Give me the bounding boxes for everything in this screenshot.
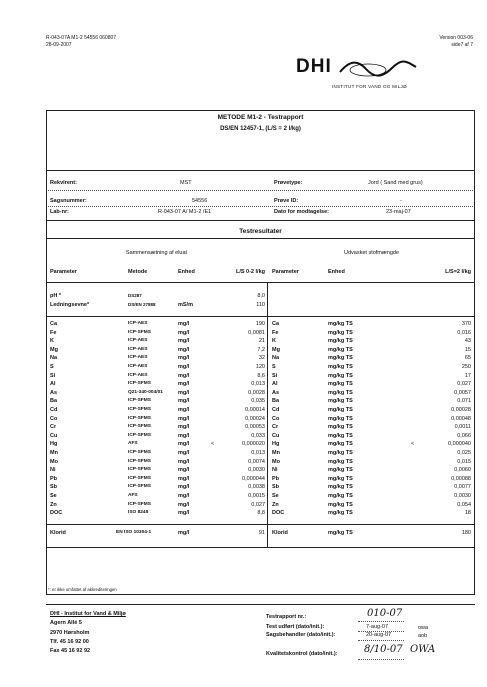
row-value-right: 0,0057 [454, 389, 471, 396]
row-value: 0,00024 [245, 415, 265, 422]
row-value: 32 [258, 355, 265, 362]
row-parameter: Sb [50, 484, 58, 491]
row-value-right: 0,054 [457, 501, 471, 508]
provetype-value: Jord ( Sand med grus) [368, 180, 423, 186]
document-reference: R-043-07A M1-2 54556 060807 [46, 35, 117, 41]
sagsbehandler-date: 20-aug-07 [366, 632, 392, 638]
testrapport-value: 010-07 [367, 608, 403, 619]
row-value: 0,035 [251, 398, 265, 405]
row-value-right: 0,0030 [454, 493, 471, 499]
col-enhed-right: Enhed [328, 269, 345, 275]
row-value: 0,000044 [242, 475, 265, 482]
col-metode: Metode [128, 269, 148, 275]
col-parameter-right: Parameter [272, 269, 299, 275]
row-parameter: Co [50, 415, 58, 422]
row-value: 0,013 [251, 381, 265, 388]
sagsbehandler-label: Sagsbehandler (dato/init.): [266, 632, 336, 638]
report-title: METODE M1-2 - Testrapport [217, 114, 304, 121]
testrapport-label: Testrapport nr.: [266, 614, 307, 620]
row-enhed-right: mg/kg TS [328, 475, 353, 482]
row-value: 0,00014 [245, 407, 265, 413]
row-parameter-right: Cu [272, 432, 280, 439]
row-value-right: 65 [464, 355, 471, 362]
row-parameter: Ba [50, 398, 58, 405]
row-metode: ICP-SFMS [128, 467, 151, 473]
row-enhed-right: mg/kg TS [328, 415, 353, 422]
row-parameter: Klorid [50, 530, 66, 536]
row-parameter: S [50, 364, 54, 370]
row-enhed: mg/l [178, 484, 190, 491]
version-label: Version 003-06 [439, 35, 473, 41]
row-parameter: As [50, 389, 58, 396]
row-metode: ICP-SFMS [128, 458, 151, 464]
row-enhed-right: mg/kg TS [328, 381, 353, 388]
row-metode: ICP-SFMS [128, 415, 151, 421]
divider [48, 206, 473, 207]
row-metode: AFS [128, 493, 138, 498]
row-value: 190 [255, 321, 265, 327]
row-enhed: mg/l [178, 467, 190, 474]
document-date: 28-09-2007 [46, 42, 72, 48]
dato-value: 23-maj-07 [386, 209, 411, 215]
test-udfort-label: Test udført (dato/init.): [266, 624, 325, 630]
row-value-right: 0,0011 [454, 424, 471, 431]
row-parameter: Pb [50, 475, 58, 482]
row-enhed-right: mg/kg TS [328, 407, 353, 413]
row-parameter-right: Mg [272, 346, 280, 353]
row-metode: DS/EN 27888 [128, 302, 156, 307]
row-value-right: 0,025 [457, 450, 471, 456]
row-parameter-right: Mn [272, 450, 280, 456]
divider [46, 547, 475, 548]
row-value-right: 0,027 [457, 381, 471, 388]
row-parameter: Hg [50, 441, 58, 448]
row-value-right: 15 [464, 346, 471, 353]
row-enhed-right: mg/kg TS [328, 329, 353, 336]
row-enhed: mS/m [178, 302, 193, 308]
row-metode: ICP-SFMS [128, 407, 151, 412]
row-enhed: mg/l [178, 510, 190, 517]
row-parameter-right: As [272, 389, 280, 396]
row-value: 110 [256, 302, 265, 308]
row-enhed: mg/l [178, 475, 190, 482]
test-udfort-init: owa [418, 625, 429, 631]
row-enhed: mg/l [178, 530, 190, 536]
row-enhed: mg/l [178, 329, 190, 336]
row-enhed-right: mg/kg TS [328, 458, 353, 465]
row-enhed-right: mg/kg TS [328, 372, 353, 379]
row-parameter-right: DOC [272, 510, 285, 517]
row-value-right: 43 [464, 338, 471, 345]
row-enhed-right: mg/kg TS [328, 432, 353, 439]
row-parameter: Mo [50, 458, 58, 465]
divider [46, 316, 475, 317]
row-value-right: 370 [461, 321, 471, 327]
divider [48, 190, 473, 191]
row-metode: ICP-SFMS [128, 501, 151, 507]
row-enhed-right: mg/kg TS [328, 338, 353, 345]
row-enhed: mg/l [178, 338, 190, 345]
row-value: 0,00053 [245, 424, 265, 431]
row-parameter: Ca [50, 321, 58, 327]
row-enhed: mg/l [178, 355, 190, 362]
footer-addr1: Agern Allé 5 [50, 620, 82, 626]
footnote: *: er ikke omfattet af akkrediteringen [48, 587, 117, 592]
row-value-right: 18 [464, 510, 471, 517]
report-subtitle: DS/EN 12457-1, (L/S = 2 l/kg) [220, 126, 301, 132]
row-enhed-right: mg/kg TS [328, 467, 353, 474]
col-ls2: L/S=2 l/kg [445, 269, 471, 275]
row-parameter-right: Pb [272, 475, 280, 482]
row-value-right: 0,016 [457, 329, 471, 336]
kvalitet-label: Kvalitetskontrol (dato/init.): [266, 651, 338, 657]
row-enhed: mg/l [178, 346, 190, 353]
row-lessthan-right: < [411, 441, 415, 448]
row-value-right: 0,00048 [451, 415, 471, 422]
row-value-right: 0,0060 [454, 467, 471, 474]
row-parameter-right: Na [272, 355, 280, 362]
row-enhed-right: mg/kg TS [328, 355, 353, 362]
row-value: 0,0074 [248, 458, 265, 465]
divider [46, 238, 475, 239]
row-enhed-right: mg/kg TS [328, 321, 353, 327]
row-value: 0,0030 [248, 467, 265, 474]
row-parameter-right: Si [272, 372, 278, 379]
row-parameter: Cu [50, 432, 58, 439]
row-metode: ICP-SFMS [128, 424, 151, 430]
col-enhed: Enhed [178, 269, 195, 275]
row-value: 0,0038 [248, 484, 265, 491]
footer-divider [46, 604, 475, 605]
left-heading: Sammensætning af eluat [125, 250, 188, 256]
row-enhed: mg/l [178, 372, 190, 379]
row-parameter-right: Mo [272, 458, 280, 465]
rekvirent-label: Rekvirent: [50, 180, 77, 186]
sagsnummer-value: 54556 [192, 198, 208, 204]
row-metode: ICP-AES [128, 346, 148, 352]
row-value: 8,0 [257, 293, 265, 299]
row-parameter-right: S [272, 364, 276, 370]
column-divider [267, 282, 268, 547]
row-enhed: mg/l [178, 381, 190, 388]
row-enhed: mg/l [178, 458, 190, 465]
row-enhed-right: mg/kg TS [328, 484, 353, 491]
row-enhed: mg/l [178, 450, 190, 456]
row-metode: ICP-AES [128, 321, 148, 326]
row-enhed-right: mg/kg TS [328, 364, 353, 370]
row-parameter: pH * [50, 293, 61, 299]
row-enhed: mg/l [178, 432, 190, 439]
prove-id-value: - [400, 198, 402, 204]
kvalitet-date: 8/10-07 [364, 644, 403, 655]
kvalitet-init: OWA [410, 644, 436, 655]
row-parameter: Zn [50, 501, 57, 508]
row-value: 8,6 [257, 372, 265, 379]
row-metode: ICP-AES [128, 364, 148, 369]
row-parameter-right: Ni [272, 467, 278, 474]
footer-addr2: 2970 Hørsholm [50, 630, 90, 636]
row-metode: DS287 [128, 293, 142, 298]
row-metode: EN ISO 10304-1 [116, 530, 152, 535]
row-value: 7,2 [257, 346, 265, 353]
page-number: side7 af 7 [451, 42, 473, 48]
row-value-right: 0,0077 [454, 484, 471, 491]
results-heading: Testresultater [239, 228, 282, 235]
dhi-logo [296, 56, 426, 96]
prove-id-label: Prøve ID: [274, 198, 299, 204]
divider [46, 170, 475, 171]
row-lessthan: < [211, 441, 215, 448]
row-parameter: Si [50, 372, 56, 379]
row-metode: ISO 8245 [128, 510, 149, 516]
row-value: 8,8 [257, 510, 265, 517]
row-enhed: mg/l [178, 398, 190, 405]
row-parameter: Ni [50, 467, 56, 474]
row-value-right: 0,066 [457, 432, 471, 439]
divider [46, 524, 475, 525]
row-parameter: Cr [50, 424, 57, 431]
row-parameter: Se [50, 493, 57, 499]
row-parameter-right: Se [272, 493, 279, 499]
row-metode: ICP-AES [128, 355, 148, 361]
row-enhed-right: mg/kg TS [328, 424, 353, 431]
row-parameter-right: Cr [272, 424, 279, 431]
row-metode: ICP-SFMS [128, 450, 151, 455]
sagsnummer-label: Sagsnummer: [50, 198, 87, 204]
row-enhed: mg/l [178, 441, 190, 448]
footer-tlf: Tlf. 45 16 92 00 [50, 639, 89, 645]
row-value: 0,000020 [242, 441, 265, 448]
provetype-label: Prøvetype: [274, 180, 303, 186]
col-parameter: Parameter [50, 269, 77, 275]
sagsbehandler-init: aob [418, 633, 428, 639]
test-udfort-date: 7-aug-07 [366, 624, 389, 630]
row-parameter: Cd [50, 407, 58, 413]
lab-nr-value: R-043-07 A/ M1-2 /E1 [158, 209, 212, 215]
row-metode: ICP-SFMS [128, 475, 151, 481]
row-parameter-right: Fe [272, 329, 279, 336]
row-enhed-right: mg/kg TS [328, 510, 353, 517]
rekvirent-value: MST [180, 180, 192, 186]
row-enhed: mg/l [178, 389, 190, 396]
row-parameter-right: Ca [272, 321, 280, 327]
row-value: 91 [258, 530, 265, 536]
row-enhed: mg/l [178, 424, 190, 431]
footer-fax: Fax 45 16 92 92 [50, 648, 91, 654]
row-metode: Q21-340-004/01 [128, 389, 163, 395]
row-parameter: Ledningsevne* [50, 302, 90, 308]
row-value-right: 0,015 [457, 458, 471, 465]
row-value: 0,013 [251, 450, 265, 456]
logo-wave-icon [338, 58, 418, 80]
row-value: 0,027 [251, 501, 265, 508]
row-parameter-right: Klorid [272, 530, 288, 536]
row-enhed-right: mg/kg TS [328, 389, 353, 396]
row-value-right: 0,00028 [451, 407, 471, 413]
row-metode: AFS [128, 441, 138, 447]
row-parameter-right: Hg [272, 441, 280, 448]
row-enhed: mg/l [178, 407, 190, 413]
row-parameter: Fe [50, 329, 57, 336]
row-enhed: mg/l [178, 321, 190, 327]
row-value: 0,0081 [248, 329, 265, 336]
row-value: 0,0028 [248, 389, 265, 396]
row-metode: ICP-SFMS [128, 484, 151, 490]
row-parameter: DOC [50, 510, 63, 517]
right-heading: Udvasket stofmængde [343, 250, 400, 256]
row-enhed-right: mg/kg TS [328, 398, 353, 405]
row-parameter-right: Sb [272, 484, 280, 491]
row-parameter: Na [50, 355, 58, 362]
divider [358, 621, 404, 622]
row-value: 0,033 [251, 432, 265, 439]
row-enhed: mg/l [178, 415, 190, 422]
row-parameter: Mn [50, 450, 58, 456]
footer-org: DHI - Institut for Vand & Miljø [50, 611, 126, 617]
row-metode: ICP-AES [128, 372, 148, 378]
row-enhed-right: mg/kg TS [328, 530, 353, 536]
row-value: 0,0015 [248, 493, 265, 499]
divider [46, 282, 475, 283]
row-value-right: 0,000040 [448, 441, 471, 448]
row-value: 120 [255, 364, 265, 370]
row-metode: ICP-SFMS [128, 432, 151, 438]
row-enhed-right: mg/kg TS [328, 450, 353, 456]
divider [358, 659, 404, 660]
row-enhed: mg/l [178, 493, 190, 499]
dato-label: Dato for modtagelse: [274, 209, 330, 215]
row-enhed: mg/l [178, 364, 190, 370]
row-enhed-right: mg/kg TS [328, 501, 353, 508]
divider [46, 220, 475, 221]
row-parameter-right: Co [272, 415, 280, 422]
row-parameter-right: Ba [272, 398, 280, 405]
row-parameter: K [50, 338, 54, 345]
row-enhed-right: mg/kg TS [328, 493, 353, 499]
row-enhed: mg/l [178, 501, 190, 508]
row-enhed-right: mg/kg TS [328, 441, 353, 448]
row-parameter-right: Zn [272, 501, 279, 508]
row-parameter: Mg [50, 346, 58, 353]
row-value: 21 [258, 338, 265, 345]
row-parameter-right: Al [272, 381, 278, 388]
row-metode: ICP-SFMS [128, 398, 151, 404]
row-value-right: 0,071 [457, 398, 471, 405]
row-value-right: 17 [464, 372, 471, 379]
row-enhed-right: mg/kg TS [328, 346, 353, 353]
row-value-right: 0,00088 [451, 475, 471, 482]
row-value-right: 180 [461, 530, 471, 536]
row-metode: ICP-SFMS [128, 381, 151, 387]
row-metode: ICP-AES [128, 338, 148, 344]
row-value-right: 250 [461, 364, 471, 370]
row-parameter-right: Cd [272, 407, 280, 413]
logo-text: DHI [296, 56, 332, 77]
divider [358, 640, 404, 641]
lab-nr-label: Lab-nr: [50, 209, 69, 215]
logo-tagline: INSTITUT FOR VAND OG MILJØ [332, 84, 407, 89]
row-parameter-right: K [272, 338, 276, 345]
row-metode: ICP-SFMS [128, 329, 151, 335]
col-ls02: L/S 0-2 l/kg [235, 269, 265, 275]
row-parameter: Al [50, 381, 56, 388]
